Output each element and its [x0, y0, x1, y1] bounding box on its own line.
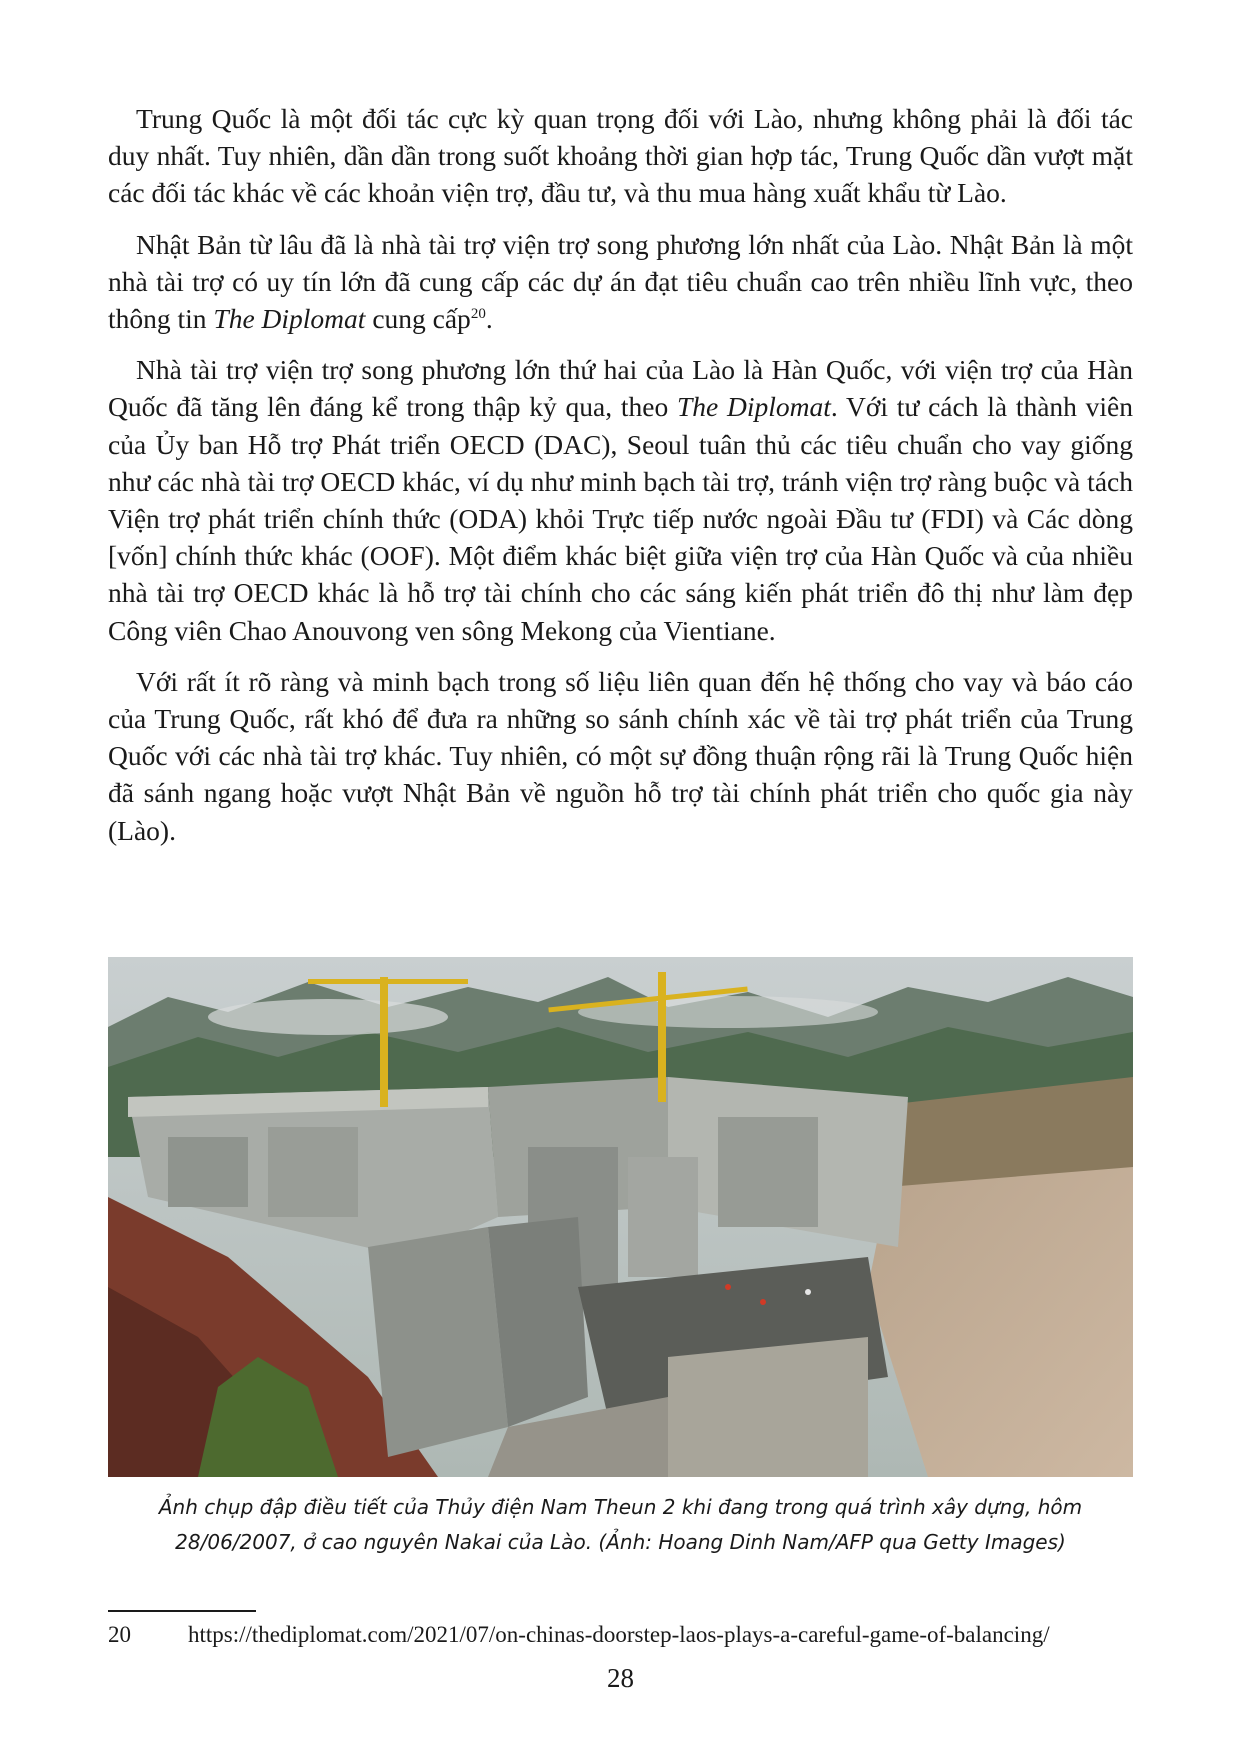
paragraph-3-text-tail: . Với tư cách là thành viên của Ủy ban Hỗ trợ Phát triển OECD (DAC), Seoul tuân thủ các tiêu chuẩn cho vay giống như các nhà tài trợ OECD khác, ví dụ như minh bạch tài trợ, tránh viện trợ ràng buộc và tách Viện trợ phát triển chính thức (ODA) khỏi Trực tiếp nước ngoài Đầu tư (FDI) và Các dòng [vốn] chính thức khác (OOF). Một điểm khác biệt giữa viện trợ của Hàn Quốc và của nhiều nhà tài trợ OECD khác là hỗ trợ tài chính cho các sáng kiến phát triển đô thị như làm đẹp Công viên Chao Anouvong ven sông Mekong của Vientiane.: [108, 391, 1134, 646]
footnote-divider: [108, 1610, 256, 1612]
dam-construction-photo: [108, 957, 1133, 1477]
paragraph-3-text: Nhà tài trợ viện trợ song phương lớn thứ hai của Lào là Hàn Quốc, với viện trợ của Hàn Quốc đã tăng lên đáng kể trong thập kỷ qua, theo: [108, 354, 1133, 423]
footnote-reference[interactable]: 20: [470, 305, 486, 322]
figure-caption: Ảnh chụp đập điều tiết của Thủy điện Nam Theun 2 khi đang trong quá trình xây dựng, hôm 28/06/2007, ở cao nguyên Nakai của Lào. (Ảnh: Hoang Dinh Nam/AFP qua Getty Images): [158, 1495, 1083, 1554]
paragraph-2-text-tail: cung cấp: [365, 303, 471, 335]
paragraph-2-end: .: [485, 303, 493, 335]
publication-title: The Diplomat: [213, 303, 366, 335]
page-number: 28: [607, 1663, 634, 1693]
body-text: [108, 100, 1133, 863]
paragraph-4: Với rất ít rõ ràng và minh bạch trong số liệu liên quan đến hệ thống cho vay và báo cáo của Trung Quốc, rất khó để đưa ra những so sánh chính xác về tài trợ phát triển của Trung Quốc với các nhà tài trợ khác. Tuy nhiên, có một sự đồng thuận rộng rãi là Trung Quốc hiện đã sánh ngang hoặc vượt Nhật Bản về nguồn hỗ trợ tài chính phát triển cho quốc gia này (Lào).: [108, 665, 1133, 846]
publication-title: The Diplomat: [676, 391, 831, 423]
footnote-number: 20: [108, 1622, 131, 1647]
footnote: [108, 1620, 1133, 1650]
paragraph-2: [108, 226, 1133, 338]
paragraph-2-text: Nhật Bản từ lâu đã là nhà tài trợ viện trợ song phương lớn nhất của Lào. Nhật Bản là một nhà tài trợ có uy tín lớn đã cung cấp các dự án đạt tiêu chuẩn cao trên nhiều lĩnh vực, theo thông tin: [108, 228, 1133, 335]
paragraph-3: [108, 351, 1133, 649]
footnote-url[interactable]: https://thediplomat.com/2021/07/on-chinas-doorstep-laos-plays-a-careful-game-of-balancing/: [188, 1622, 1050, 1647]
paragraph-1: Trung Quốc là một đối tác cực kỳ quan trọng đối với Lào, nhưng không phải là đối tác duy nhất. Tuy nhiên, dần dần trong suốt khoảng thời gian hợp tác, Trung Quốc dần vượt mặt các đối tác khác về các khoản viện trợ, đầu tư, và thu mua hàng xuất khẩu từ Lào.: [108, 103, 1133, 209]
